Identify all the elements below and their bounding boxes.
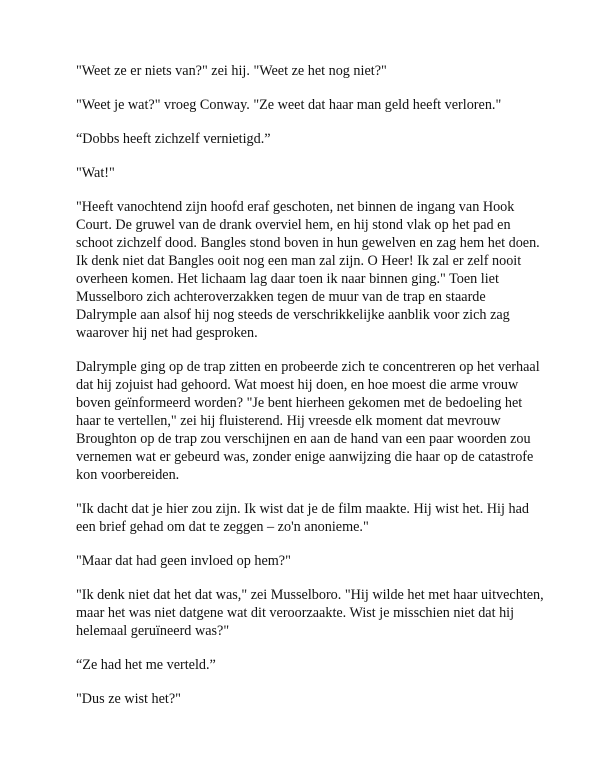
paragraph-7: "Ik dacht dat je hier zou zijn. Ik wist dat je de film maakte. Hij wist het. Hij had een brief gehad om dat te zeggen – zo'n anonieme." bbox=[76, 501, 529, 535]
paragraph-3: “Dobbs heeft zichzelf vernietigd.” bbox=[76, 131, 271, 147]
document-page bbox=[76, 62, 546, 724]
paragraph-6: Dalrymple ging op de trap zitten en probeerde zich te concentreren op het verhaal dat hij zojuist had gehoord. Wat moest hij doen, en hoe moest die arme vrouw boven geïnformeerd worden? "Je bent hierheen gekomen met de bedoeling het haar te vertellen," zei hij fluisterend. Hij vreesde elk moment dat mevrouw Broughton op de trap zou verschijnen en aan de hand van een paar woorden zou vernemen wat er gebeurd was, zonder enige aanwijzing die haar op de catastrofe kon voorbereiden. bbox=[76, 359, 540, 483]
paragraph-5: "Heeft vanochtend zijn hoofd eraf geschoten, net binnen de ingang van Hook Court. De gruwel van de drank overviel hem, en hij stond vlak op het pad en schoot zichzelf dood. Bangles stond boven in hun gewelven en zag hem het doen. Ik denk niet dat Bangles ooit nog een man zal zijn. O Heer! Ik zal er zelf nooit overheen komen. Het lichaam lag daar toen ik naar binnen ging." Toen liet Musselboro zich achteroverzakken tegen de muur van de trap en staarde Dalrymple aan alsof hij nog steeds de verschrikkelijke aanblik voor zich zag waarover hij net had gesproken. bbox=[76, 199, 540, 341]
paragraph-10: “Ze had het me verteld.” bbox=[76, 657, 216, 673]
paragraph-8: "Maar dat had geen invloed op hem?" bbox=[76, 553, 291, 569]
paragraph-11: "Dus ze wist het?" bbox=[76, 691, 181, 707]
paragraph-9: "Ik denk niet dat het dat was," zei Musselboro. "Hij wilde het met haar uitvechten, maar het was niet datgene wat dit veroorzaakte. Wist je misschien niet dat hij helemaal geruïneerd was?" bbox=[76, 587, 544, 639]
paragraph-2: "Weet je wat?" vroeg Conway. "Ze weet dat haar man geld heeft verloren." bbox=[76, 97, 502, 113]
paragraph-4: "Wat!" bbox=[76, 165, 115, 181]
paragraph-1: "Weet ze er niets van?" zei hij. "Weet ze het nog niet?" bbox=[76, 63, 387, 79]
